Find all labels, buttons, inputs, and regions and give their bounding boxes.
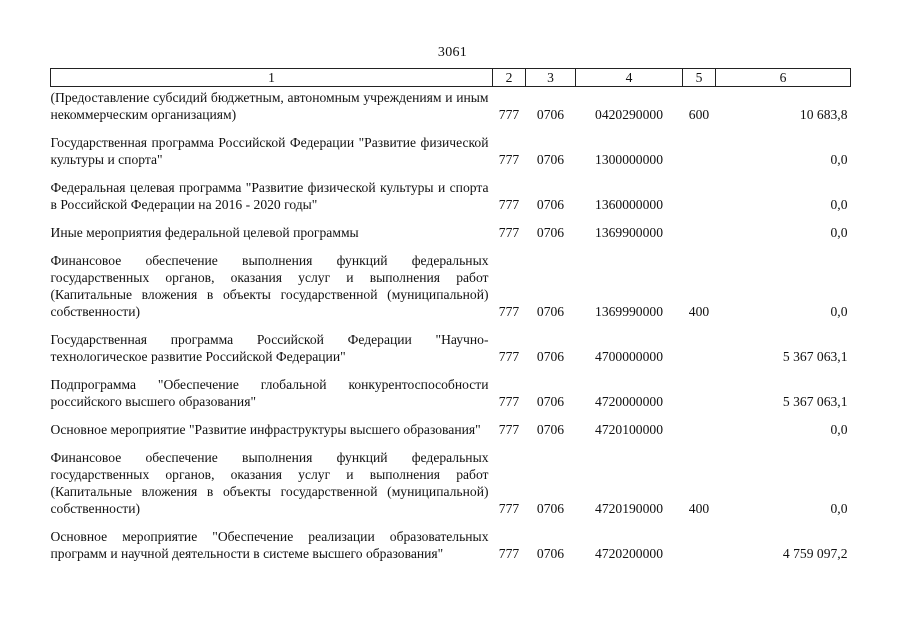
- table-row: [51, 331, 851, 376]
- row-section-code: 0706: [536, 304, 565, 319]
- row-name: Государственная программа Российской Федерации "Развитие физической культуры и спорта": [50, 135, 489, 167]
- row-ministry-code: 777: [498, 501, 520, 516]
- row-expense-type: [683, 179, 716, 224]
- row-section-code: 0706: [536, 107, 565, 122]
- row-ministry-code: 777: [498, 107, 520, 122]
- column-header-name: 1: [51, 69, 493, 87]
- table-row: [51, 528, 851, 573]
- table-row: [51, 376, 851, 421]
- table-row: [51, 252, 851, 331]
- column-header-expense-type: 5: [683, 69, 716, 87]
- row-name: Основное мероприятие "Развитие инфраструктуры высшего образования": [50, 422, 481, 437]
- row-ministry-code: 777: [498, 546, 520, 561]
- row-target-code: 0420290000: [595, 107, 663, 122]
- row-ministry-code: 777: [498, 304, 520, 319]
- row-name: Иные мероприятия федеральной целевой программы: [50, 225, 359, 240]
- row-name: Государственная программа Российской Федерации "Научно-технологическое развитие Российской Федерации": [50, 332, 489, 364]
- row-amount: 10 683,8: [799, 107, 848, 122]
- row-target-code: 4720100000: [595, 422, 663, 437]
- table-row: [51, 134, 851, 179]
- row-expense-type: [683, 376, 716, 421]
- row-expense-type: [683, 134, 716, 179]
- row-target-code: 4720200000: [595, 546, 663, 561]
- row-target-code: 1360000000: [595, 197, 663, 212]
- budget-table: [50, 68, 851, 573]
- page-number: 3061: [437, 45, 468, 60]
- row-expense-type: [683, 528, 716, 573]
- row-name: Финансовое обеспечение выполнения функций федеральных государственных органов, оказания услуг и выполнения работ (Капитальные вложения в объекты государственной (муниципальной) собственности): [50, 253, 489, 319]
- row-section-code: 0706: [536, 197, 565, 212]
- row-expense-type: [683, 224, 716, 252]
- row-name: Финансовое обеспечение выполнения функций федеральных государственных органов, оказания услуг и выполнения работ (Капитальные вложения в объекты государственной (муниципальной) собственности): [50, 450, 489, 516]
- column-header-section: 3: [526, 69, 576, 87]
- row-ministry-code: 777: [498, 349, 520, 364]
- row-expense-type: 600: [688, 107, 710, 122]
- row-name: (Предоставление субсидий бюджетным, автономным учреждениям и иным некоммерческим организациям): [50, 90, 489, 122]
- row-expense-type: [683, 331, 716, 376]
- row-ministry-code: 777: [498, 394, 520, 409]
- row-amount: 0,0: [830, 197, 848, 212]
- column-header-ministry: 2: [493, 69, 526, 87]
- row-amount: 0,0: [830, 152, 848, 167]
- table-header: [51, 69, 851, 87]
- row-ministry-code: 777: [498, 152, 520, 167]
- row-section-code: 0706: [536, 349, 565, 364]
- row-section-code: 0706: [536, 394, 565, 409]
- row-expense-type: 400: [688, 304, 710, 319]
- row-ministry-code: 777: [498, 197, 520, 212]
- row-amount: 0,0: [830, 501, 848, 516]
- table-row: [51, 87, 851, 135]
- row-section-code: 0706: [536, 501, 565, 516]
- row-name: Подпрограмма "Обеспечение глобальной конкурентоспособности российского высшего образования": [50, 377, 489, 409]
- row-amount: 0,0: [830, 225, 848, 240]
- row-target-code: 4700000000: [595, 349, 663, 364]
- row-expense-type: [683, 421, 716, 449]
- table-row: [51, 179, 851, 224]
- row-ministry-code: 777: [498, 225, 520, 240]
- row-name: Основное мероприятие "Обеспечение реализации образовательных программ и научной деятельности в системе высшего образования": [50, 529, 489, 561]
- row-amount: 4 759 097,2: [782, 546, 848, 561]
- row-section-code: 0706: [536, 152, 565, 167]
- row-amount: 0,0: [830, 422, 848, 437]
- row-name: Федеральная целевая программа "Развитие физической культуры и спорта в Российской Федерации на 2016 - 2020 годы": [50, 180, 489, 212]
- row-amount: 5 367 063,1: [782, 349, 848, 364]
- row-section-code: 0706: [536, 546, 565, 561]
- row-target-code: 4720000000: [595, 394, 663, 409]
- table-body: [51, 87, 851, 574]
- header-row: [51, 69, 851, 87]
- row-target-code: 1369900000: [595, 225, 663, 240]
- row-section-code: 0706: [536, 225, 565, 240]
- column-header-amount: 6: [716, 69, 851, 87]
- row-target-code: 1300000000: [595, 152, 663, 167]
- table-row: [51, 449, 851, 528]
- row-target-code: 1369990000: [595, 304, 663, 319]
- table-row: [51, 421, 851, 449]
- row-section-code: 0706: [536, 422, 565, 437]
- row-target-code: 4720190000: [595, 501, 663, 516]
- row-amount: 5 367 063,1: [782, 394, 848, 409]
- row-expense-type: 400: [688, 501, 710, 516]
- row-ministry-code: 777: [498, 422, 520, 437]
- column-header-target: 4: [576, 69, 683, 87]
- row-amount: 0,0: [830, 304, 848, 319]
- table-row: [51, 224, 851, 252]
